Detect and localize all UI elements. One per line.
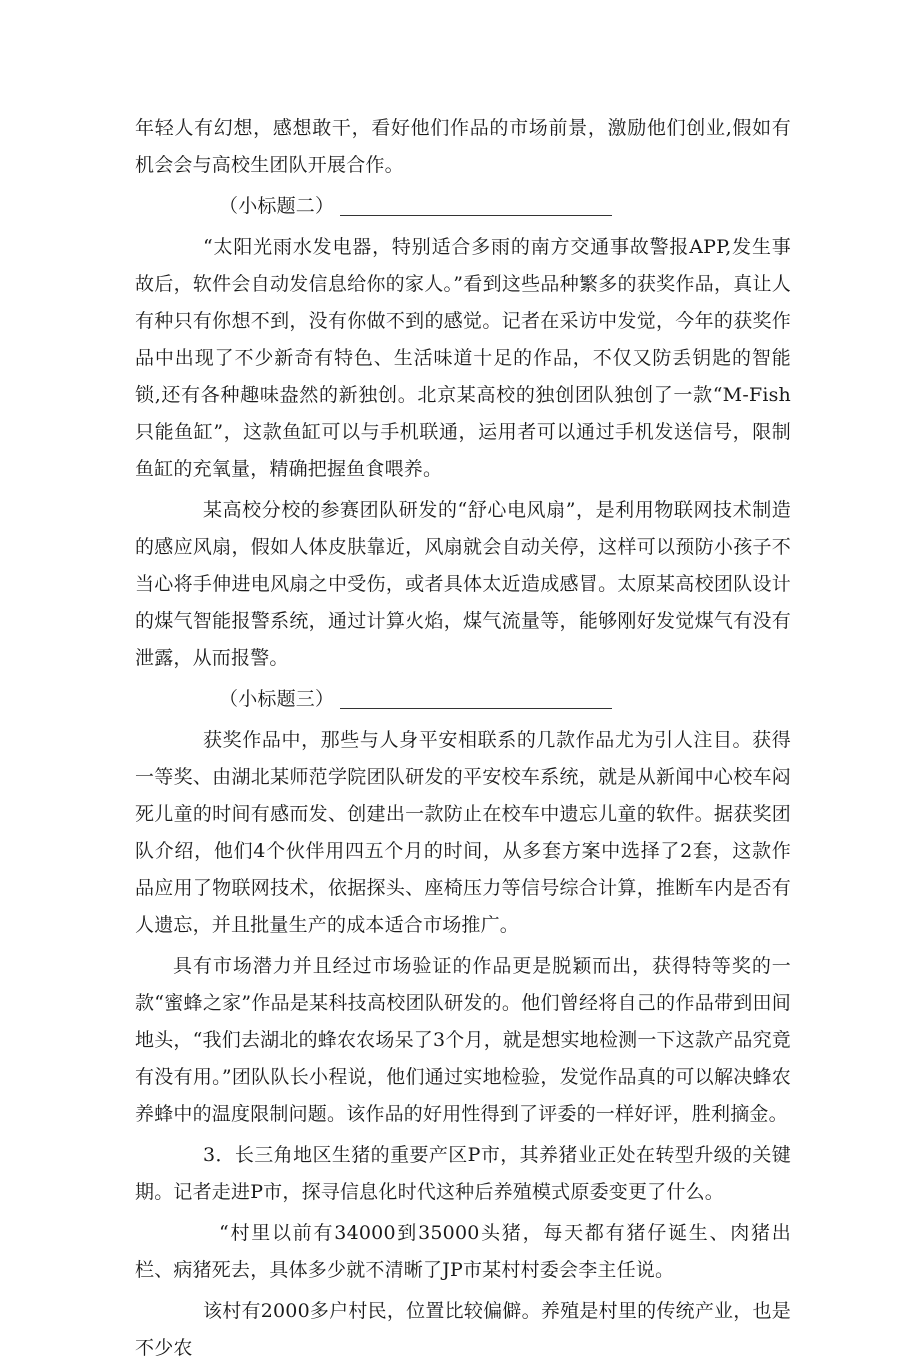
paragraph-village-info: 该村有2000多户村民，位置比较偏僻。养殖是村里的传统产业，也是不少农	[135, 1300, 791, 1359]
document-body	[135, 110, 791, 1371]
paragraph-safety-works: 获奖作品中，那些与人身平安相联系的几款作品尤为引人注目。获得一等奖、由湖北某师范学院团队研发的平安校车系统，就是从新闻中心校车闷死儿童的时间有感而发、创建出一款防止在校车中遗忘儿童的软件。据获奖团队介绍，他们4个伙伴用四五个月的时间，从多套方案中选择了2套，这款作品应用了物联网技术，依据探头、座椅压力等信号综合计算，推断车内是否有人遗忘，并且批量生产的成本适合市场推广。	[135, 729, 791, 936]
subheading-two-blank	[340, 193, 612, 216]
subheading-three	[135, 681, 791, 718]
paragraph-bee-home: 具有市场潜力并且经过市场验证的作品更是脱颖而出，获得特等奖的一款“蜜蜂之家”作品是某科技高校团队研发的。他们曾经将自己的作品带到田间地头，“我们去湖北的蜂农农场呆了3个月，就是想实地检测一下这款产品究竟有没有用。”团队队长小程说，他们通过实地检验，发觉作品真的可以解决蜂农养蜂中的温度限制问题。该作品的好用性得到了评委的一样好评，胜利摘金。	[135, 955, 791, 1125]
subheading-three-blank	[340, 686, 612, 709]
paragraph-intro-continued: 年轻人有幻想，感想敢干，看好他们作品的市场前景，激励他们创业,假如有机会会与高校生团队开展合作。	[135, 117, 791, 176]
paragraph-village-quote: “村里以前有34000到35000头猪，每天都有猪仔诞生、肉猪出栏、病猪死去，具体多少就不清晰了JP市某村村委会李主任说。	[135, 1222, 791, 1281]
subheading-two	[135, 188, 791, 225]
paragraph-smart-fan: 某高校分校的参赛团队研发的“舒心电风扇”，是利用物联网技术制造的感应风扇，假如人体皮肤靠近，风扇就会自动关停，这样可以预防小孩子不当心将手伸进电风扇之中受伤，或者具体太近造成感冒。太原某高校团队设计的煤气智能报警系统，通过计算火焰，煤气流量等，能够刚好发觉煤气有没有泄露，从而报警。	[135, 499, 791, 669]
subheading-three-label: （小标题三）	[219, 688, 335, 710]
paragraph-award-works: “太阳光雨水发电器，特别适合多雨的南方交通事故警报APP,发生事故后，软件会自动发信息给你的家人。”看到这些品种繁多的获奖作品，真让人有种只有你想不到，没有你做不到的感觉。记者在采访中发觉，今年的获奖作品中出现了不少新奇有特色、生活味道十足的作品，不仅又防丢钥匙的智能锁,还有各种趣味盎然的新独创。北京某高校的独创团队独创了一款“M-Fish只能鱼缸”，这款鱼缸可以与手机联通，运用者可以通过手机发送信号，限制鱼缸的充氧量，精确把握鱼食喂养。	[135, 236, 791, 480]
subheading-two-label: （小标题二）	[219, 195, 335, 217]
paragraph-section-three: 3．长三角地区生猪的重要产区P市，其养猪业正处在转型升级的关键期。记者走进P市，探寻信息化时代这种后养殖模式原委变更了什么。	[135, 1144, 791, 1203]
